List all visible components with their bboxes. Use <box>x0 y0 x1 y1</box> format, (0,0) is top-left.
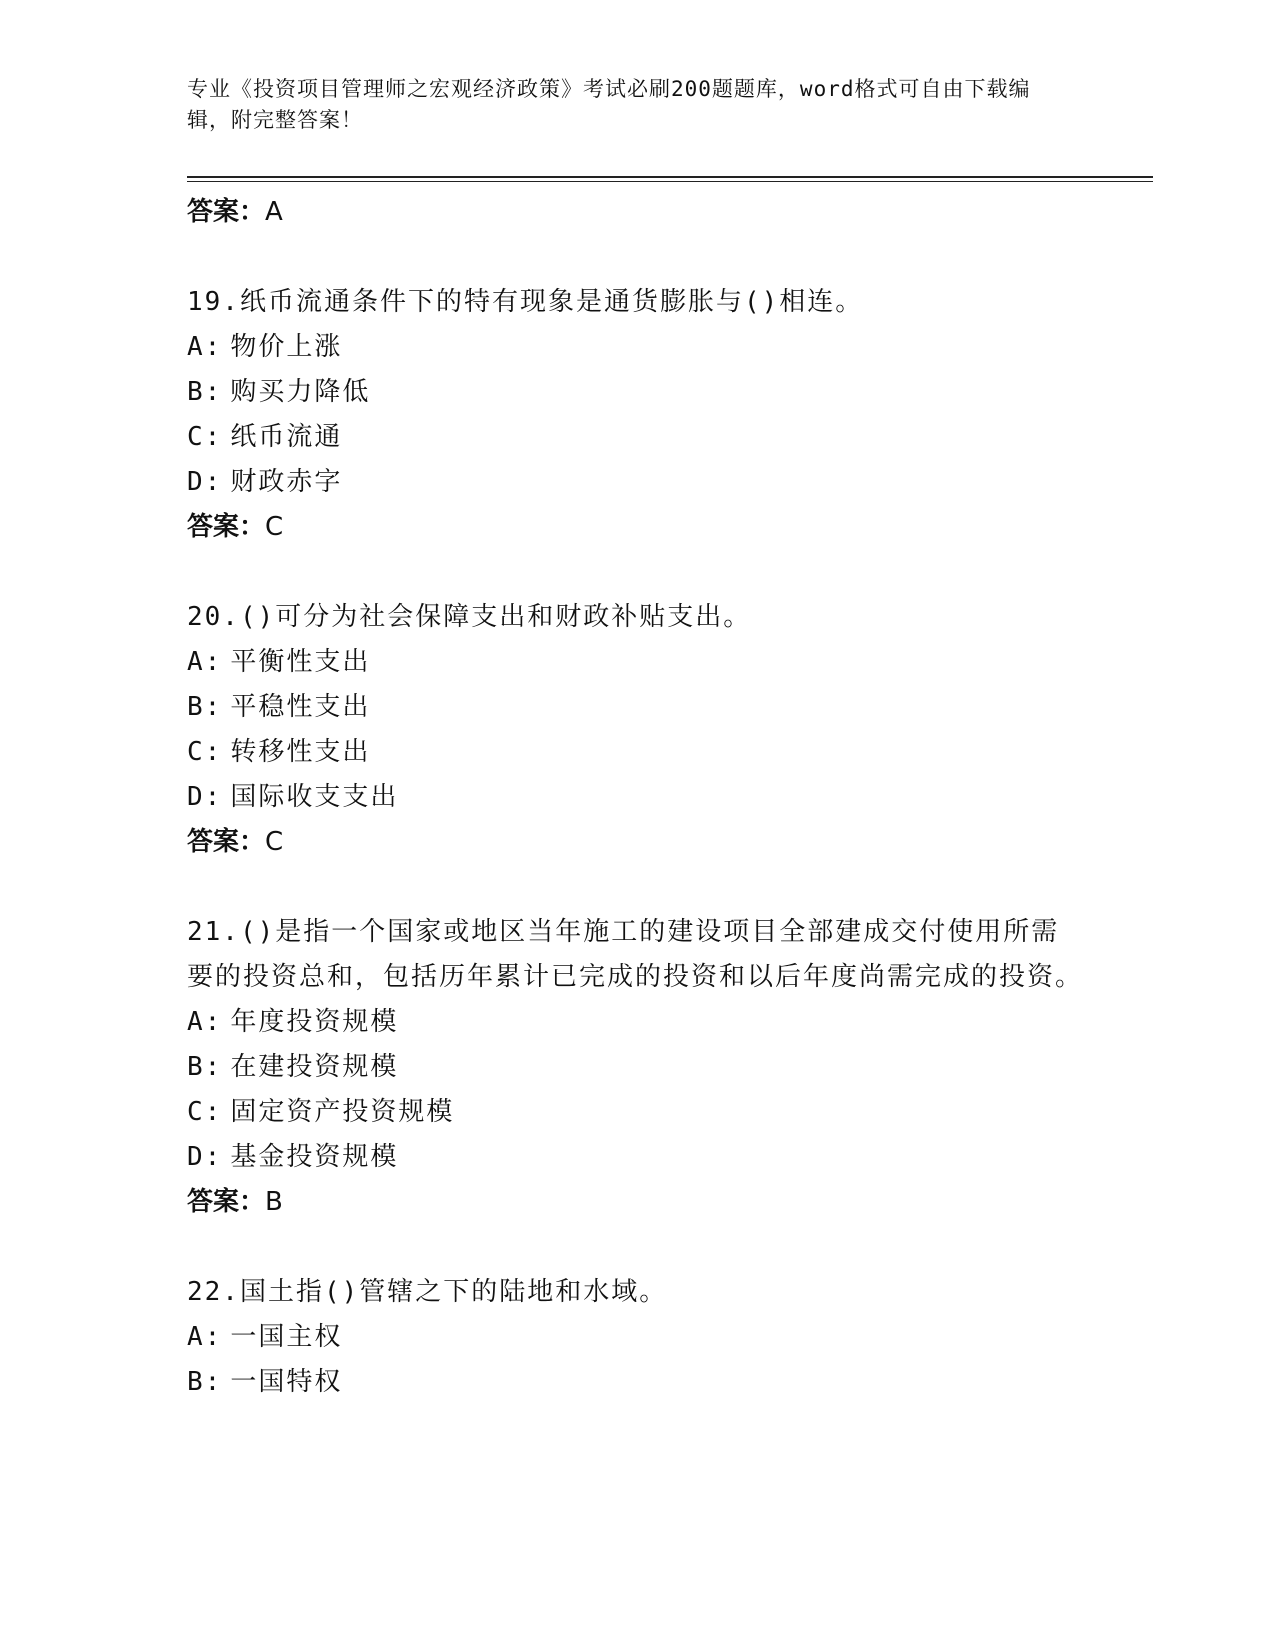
answer-line <box>187 505 1087 549</box>
option-key: D: <box>187 782 223 812</box>
question-stem: 22.国土指()管辖之下的陆地和水域。 <box>187 1277 668 1307</box>
question-gap <box>187 864 1087 910</box>
option-text: 在建投资规模 <box>230 1052 399 1082</box>
option-key: A: <box>187 647 223 677</box>
option-key: C: <box>187 1097 223 1127</box>
answer-label: 答案： <box>187 827 266 857</box>
answer-value: C <box>265 827 284 857</box>
answer-value: B <box>265 1187 283 1217</box>
question-stem: 19.纸币流通条件下的特有现象是通货膨胀与()相连。 <box>187 287 864 317</box>
option-key: D: <box>187 467 223 497</box>
option-line <box>187 415 1087 460</box>
option-text: 转移性支出 <box>230 737 371 767</box>
answer-line <box>187 190 1087 234</box>
option-line <box>187 370 1087 415</box>
option-text: 一国主权 <box>230 1322 343 1352</box>
answer-label: 答案： <box>187 1187 266 1217</box>
option-key: B: <box>187 692 223 722</box>
question-stem: 20.()可分为社会保障支出和财政补贴支出。 <box>187 602 752 632</box>
answer-label: 答案： <box>187 197 266 227</box>
question-gap <box>187 549 1087 595</box>
option-line <box>187 1000 1087 1045</box>
option-text: 一国特权 <box>230 1367 343 1397</box>
option-key: B: <box>187 377 223 407</box>
question-stem: 21.()是指一个国家或地区当年施工的建设项目全部建成交付使用所需要的投资总和，包括历年累计已完成的投资和以后年度尚需完成的投资。 <box>187 917 1084 992</box>
option-line <box>187 1090 1087 1135</box>
option-line <box>187 1045 1087 1090</box>
option-line <box>187 775 1087 820</box>
header-rule-thick <box>187 176 1153 178</box>
answer-value: C <box>265 512 284 542</box>
answer-line <box>187 1180 1087 1224</box>
option-text: 平衡性支出 <box>230 647 371 677</box>
option-line <box>187 325 1087 370</box>
option-line <box>187 460 1087 505</box>
option-key: B: <box>187 1052 223 1082</box>
option-line <box>187 730 1087 775</box>
option-key: A: <box>187 332 223 362</box>
option-key: D: <box>187 1142 223 1172</box>
header-rule-thin <box>187 181 1153 182</box>
option-text: 财政赤字 <box>230 467 343 497</box>
answer-label: 答案： <box>187 512 266 542</box>
question-list <box>187 190 1087 1405</box>
option-text: 物价上涨 <box>230 332 343 362</box>
answer-line <box>187 820 1087 864</box>
option-text: 平稳性支出 <box>230 692 371 722</box>
option-line <box>187 1135 1087 1180</box>
option-line <box>187 685 1087 730</box>
option-text: 纸币流通 <box>230 422 343 452</box>
option-text: 购买力降低 <box>230 377 371 407</box>
option-key: A: <box>187 1007 223 1037</box>
option-key: B: <box>187 1367 223 1397</box>
option-text: 基金投资规模 <box>230 1142 399 1172</box>
option-key: C: <box>187 422 223 452</box>
question-gap <box>187 234 1087 280</box>
document-header: 专业《投资项目管理师之宏观经济政策》考试必刷200题题库，word格式可自由下载编辑，附完整答案！ <box>187 77 1031 132</box>
option-line <box>187 640 1087 685</box>
option-key: A: <box>187 1322 223 1352</box>
answer-value: A <box>265 197 283 227</box>
option-text: 固定资产投资规模 <box>230 1097 455 1127</box>
question-gap <box>187 1224 1087 1270</box>
option-key: C: <box>187 737 223 767</box>
option-line <box>187 1315 1087 1360</box>
option-line <box>187 1360 1087 1405</box>
option-text: 年度投资规模 <box>230 1007 399 1037</box>
option-text: 国际收支支出 <box>230 782 399 812</box>
